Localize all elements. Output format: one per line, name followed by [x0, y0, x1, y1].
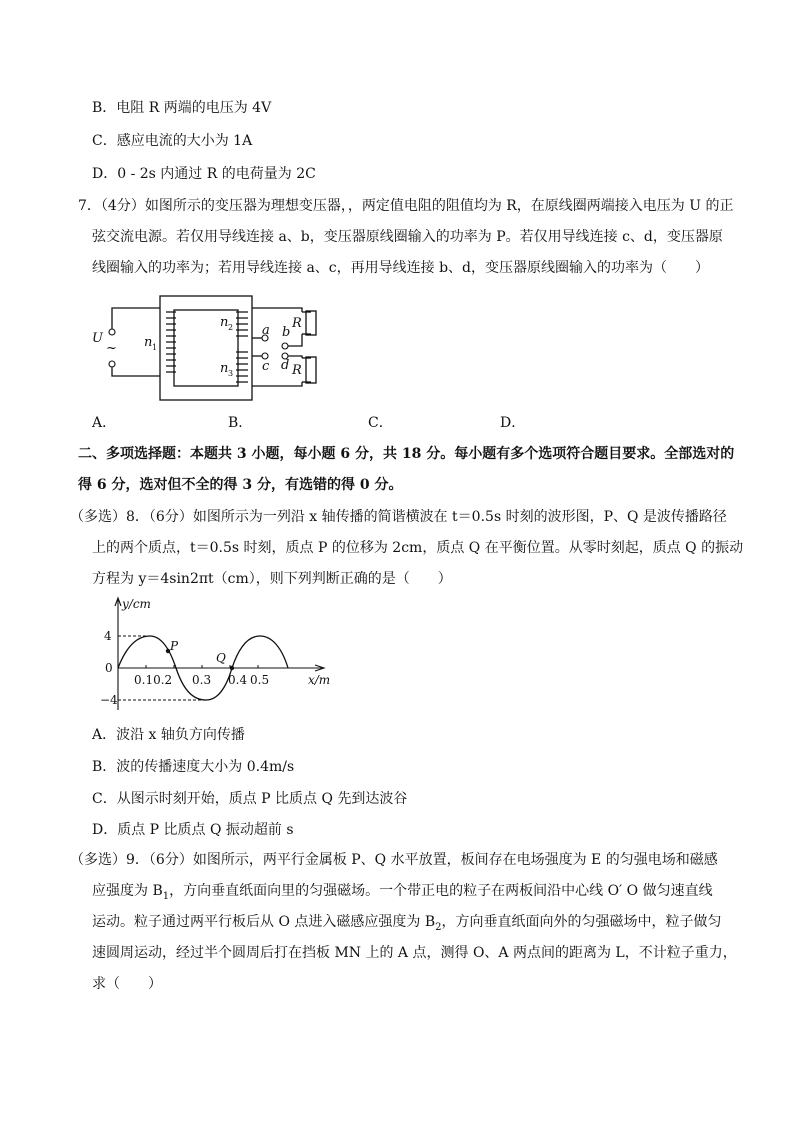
label-n2-sub: 2 — [228, 323, 234, 332]
transformer-diagram — [88, 290, 328, 405]
point-q-label: Q — [216, 651, 226, 665]
label-tilde: ~ — [106, 341, 117, 356]
q9-line-3-post: ，方向垂直纸面向外的匀强磁场中，粒子做匀 — [441, 914, 722, 930]
q9-line-2-post: ，方向垂直纸面向里的匀强磁场。一个带正电的粒子在两板间沿中心线 O′ O 做匀速直线 — [169, 883, 713, 899]
label-n1: n — [144, 335, 153, 350]
q7-choice-c: C． — [368, 415, 393, 431]
q8-stem-line-2: 上的两个质点，t＝0.5s 时刻，质点 P 的位移为 2cm，质点 Q 在平衡位置。从零时刻起，质点 Q 的振动 — [92, 540, 744, 556]
q7-choice-a: A． — [92, 415, 117, 431]
q8-option-c: C．从图示时刻开始，质点 P 比质点 Q 先到达波谷 — [92, 791, 408, 807]
label-c: c — [262, 359, 270, 374]
q9-stem-line-2 — [92, 881, 713, 907]
q9-line-2-sub: 1 — [162, 890, 170, 902]
q8-option-b: B．波的传播速度大小为 0.4m/s — [92, 759, 295, 775]
point-p-label: P — [170, 639, 179, 653]
x-tick-04: 0.4 — [228, 673, 248, 687]
x-axis-label: x/m — [308, 673, 331, 687]
x-tick-03: 0.3 — [192, 673, 212, 687]
x-tick-01-02: 0.10.2 — [134, 673, 173, 687]
label-d: d — [281, 358, 290, 373]
label-n3-sub: 3 — [228, 369, 234, 378]
q9-stem-line-5: 求（ ） — [92, 976, 162, 992]
q9-stem-line-3 — [92, 912, 722, 938]
q7-stem-line-2: 弦交流电源。若仅用导线连接 a、b，变压器原线圈输入的功率为 P。若仅用导线连接 c、d，变压器原 — [92, 229, 723, 245]
q9-line-2-pre: 应强度为 B — [92, 883, 163, 899]
x-tick-05: 0.5 — [250, 673, 270, 687]
label-r2: R — [292, 363, 302, 378]
section-2-header-line-2: 得 6 分，选对但不全的得 3 分，有选错的得 0 分。 — [78, 477, 403, 493]
y-tick-4: 4 — [104, 629, 112, 643]
q6-option-d: D．0 - 2s 内通过 R 的电荷量为 2C — [92, 166, 316, 182]
section-2-header-line-1: 二、多项选择题：本题共 3 小题，每小题 6 分，共 18 分。每小题有多个选项符合题目要求。全部选对的 — [78, 446, 735, 462]
label-b: b — [282, 325, 291, 340]
q7-choice-d: D． — [500, 415, 526, 431]
q9-line-3-pre: 运动。粒子通过两平行板后从 O 点进入磁感应强度为 B — [92, 914, 436, 930]
label-n1-sub: 1 — [152, 343, 158, 352]
label-n2: n — [220, 315, 229, 330]
q8-option-a: A．波沿 x 轴负方向传播 — [92, 727, 245, 743]
y-axis-label: y/cm — [122, 597, 151, 611]
y-tick-0: 0 — [105, 661, 113, 675]
q8-stem-line-1: （多选）8．（6分）如图所示为一列沿 x 轴传播的简谐横波在 t＝0.5s 时刻的波形图，P、Q 是波传播路径 — [70, 509, 727, 525]
q7-choices — [92, 412, 552, 432]
y-tick-neg4: −4 — [100, 693, 118, 707]
q8-option-d: D．质点 P 比质点 Q 振动超前 s — [92, 822, 294, 838]
q8-stem-line-3: 方程为 y＝4sin2πt（cm），则下列判断正确的是（ ） — [92, 571, 452, 587]
q7-stem-line-1: 7．（4分）如图所示的变压器为理想变压器，，两定值电阻的阻值均为 R，在原线圈两端接入电压为 U 的正 — [78, 198, 734, 214]
q7-stem-line-3: 线圈输入的功率为；若用导线连接 a、c，再用导线连接 b、d，变压器原线圈输入的功率为（ ） — [92, 260, 710, 276]
label-r1: R — [292, 316, 302, 331]
q6-option-c: C．感应电流的大小为 1A — [92, 133, 253, 149]
q9-line-3-sub: 2 — [435, 921, 442, 933]
q6-option-b: B．电阻 R 两端的电压为 4V — [92, 100, 272, 116]
q7-choice-b: B． — [228, 415, 253, 431]
label-n3: n — [220, 361, 229, 376]
wave-graph — [100, 592, 340, 714]
q9-stem-line-1: （多选）9．（6分）如图所示，两平行金属板 P、Q 水平放置，板间存在电场强度为 E 的匀强电场和磁感 — [70, 852, 718, 868]
label-a: a — [262, 323, 270, 338]
label-u: U — [92, 331, 103, 346]
q9-stem-line-4: 速圆周运动，经过半个圆周后打在挡板 MN 上的 A 点，测得 O、A 两点间的距离为 L，不计粒子重力， — [92, 945, 737, 961]
